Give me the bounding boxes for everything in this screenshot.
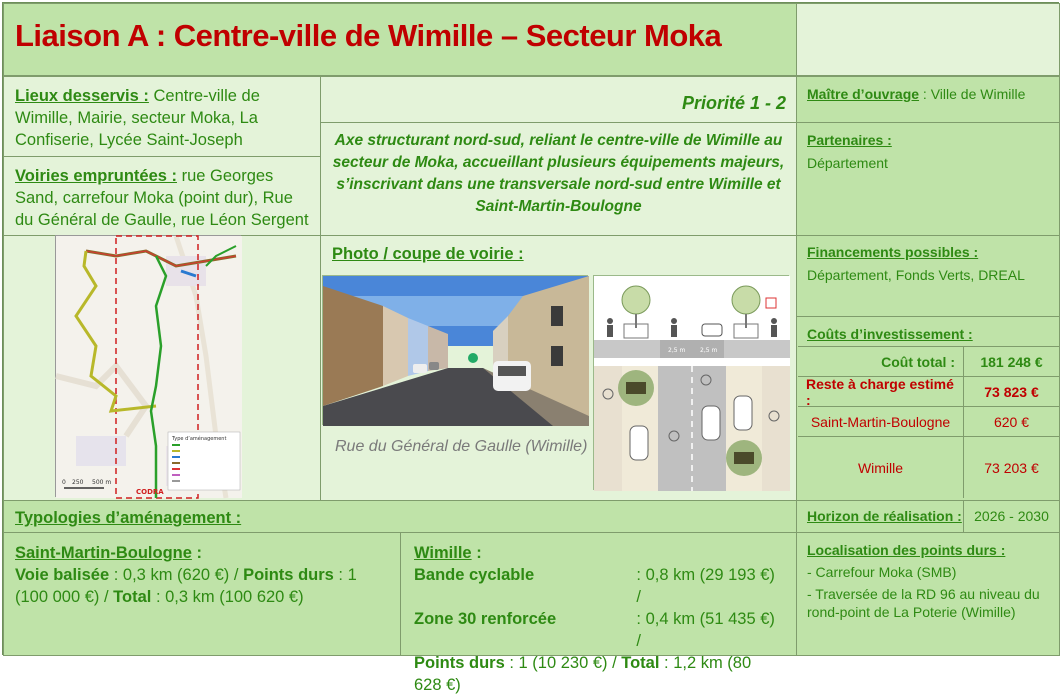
cost-table	[798, 346, 1059, 498]
priorite: Priorité 1 - 2	[681, 93, 786, 113]
cost-label: Coût total :	[881, 353, 955, 370]
localisation-item: - Carrefour Moka (SMB)	[807, 564, 957, 580]
horizon-label: Horizon de réalisation :	[807, 508, 962, 524]
cost-row	[798, 406, 1059, 436]
voiries-text: rue Georges Sand, carrefour Moka (point dur), Rue du Général de Gaulle, rue Léon Sergent	[15, 167, 309, 229]
cost-label: Wimille	[857, 459, 904, 476]
street-photo	[322, 275, 588, 425]
description: Axe structurant nord-sud, reliant le centre-ville de Wimille au secteur de Moka, accueillant plusieurs équipements majeurs, s’inscrivant dans une transversale nord-sud entre Wimille et Saint-Martin-Boulogne	[332, 132, 785, 215]
lieux-text: Centre-ville de Wimille, Mairie, secteur Moka, La Confiserie, Lycée Saint-Joseph	[15, 87, 260, 149]
svg-text:2,5 m: 2,5 m	[700, 347, 718, 354]
priorite-cell	[320, 76, 797, 123]
typologies-cell	[3, 500, 797, 533]
financements-cell	[796, 235, 1060, 317]
street-coupe	[593, 275, 789, 490]
cost-value: 73 203 €	[984, 459, 1039, 476]
cost-row	[798, 436, 1059, 498]
horizon-value: 2026 - 2030	[974, 508, 1049, 524]
financements-label: Financements possibles :	[807, 244, 979, 260]
cost-row	[798, 346, 1059, 376]
title-cell	[3, 3, 797, 76]
page-title: Liaison A : Centre-ville de Wimille – Secteur Moka	[15, 18, 722, 53]
svg-text:500 m: 500 m	[92, 479, 112, 486]
cost-label: Saint-Martin-Boulogne	[810, 413, 951, 430]
maitre-text: : Ville de Wimille	[919, 86, 1026, 102]
street-photo-image	[323, 276, 589, 426]
cost-row	[798, 376, 1059, 406]
svg-text:0: 0	[62, 479, 66, 486]
title-right-cell	[796, 3, 1060, 76]
maitre-label: Maître d’ouvrage	[807, 86, 920, 102]
partenaires-text: Département	[807, 155, 888, 171]
typologies-label: Typologies d’aménagement :	[15, 509, 242, 527]
localisation-label: Localisation des points durs :	[807, 542, 1006, 558]
photo-label: Photo / coupe de voirie :	[332, 245, 524, 263]
description-cell	[320, 122, 797, 236]
wim-title: Wimille	[414, 544, 472, 562]
cost-label: Reste à charge estimé :	[806, 375, 954, 408]
smb-cell: Saint-Martin-Boulogne : Voie balisée : 0,3 km (620 €) / Points durs : 1 (100 000 €) / Total : 0,3 km (100 620 €)	[3, 532, 401, 656]
map-legend-title: Type d’aménagement	[172, 436, 227, 442]
localisation-cell	[796, 532, 1060, 656]
maitre-cell	[796, 76, 1060, 123]
photo-caption: Rue du Général de Gaulle (Wimille)	[335, 438, 588, 455]
couts-label: Coûts d’investissement :	[807, 326, 973, 342]
svg-text:2,5 m: 2,5 m	[668, 347, 686, 354]
cost-value: 181 248 €	[980, 353, 1043, 370]
partenaires-label: Partenaires :	[807, 132, 892, 148]
coupe-diagram	[594, 276, 790, 491]
lieux-label: Lieux desservis :	[15, 87, 149, 105]
lieux-cell	[3, 76, 321, 157]
wimille-cell: Wimille : Bande cyclable : 0,8 km (29 193 €) / Zone 30 renforcée : 0,4 km (51 435 €) / Points durs : 1 (10 230 €) / Total : 1,2 km (80 628 €)	[400, 532, 797, 656]
cost-value: 73 823 €	[984, 383, 1039, 400]
codra-logo: CODRA	[136, 488, 164, 496]
cost-value: 620 €	[993, 413, 1030, 430]
voiries-label: Voiries empruntées :	[15, 167, 177, 185]
financements-text: Département, Fonds Verts, DREAL	[807, 267, 1025, 283]
smb-title: Saint-Martin-Boulogne	[15, 544, 192, 562]
svg-text:250: 250	[72, 479, 84, 486]
voiries-cell	[3, 156, 321, 236]
partenaires-cell	[796, 122, 1060, 236]
horizon-cell	[796, 500, 1060, 533]
localisation-item: - Traversée de la RD 96 au niveau du rond-point de La Poterie (Wimille)	[807, 586, 1040, 620]
route-map	[55, 235, 241, 497]
map-image	[56, 236, 242, 498]
